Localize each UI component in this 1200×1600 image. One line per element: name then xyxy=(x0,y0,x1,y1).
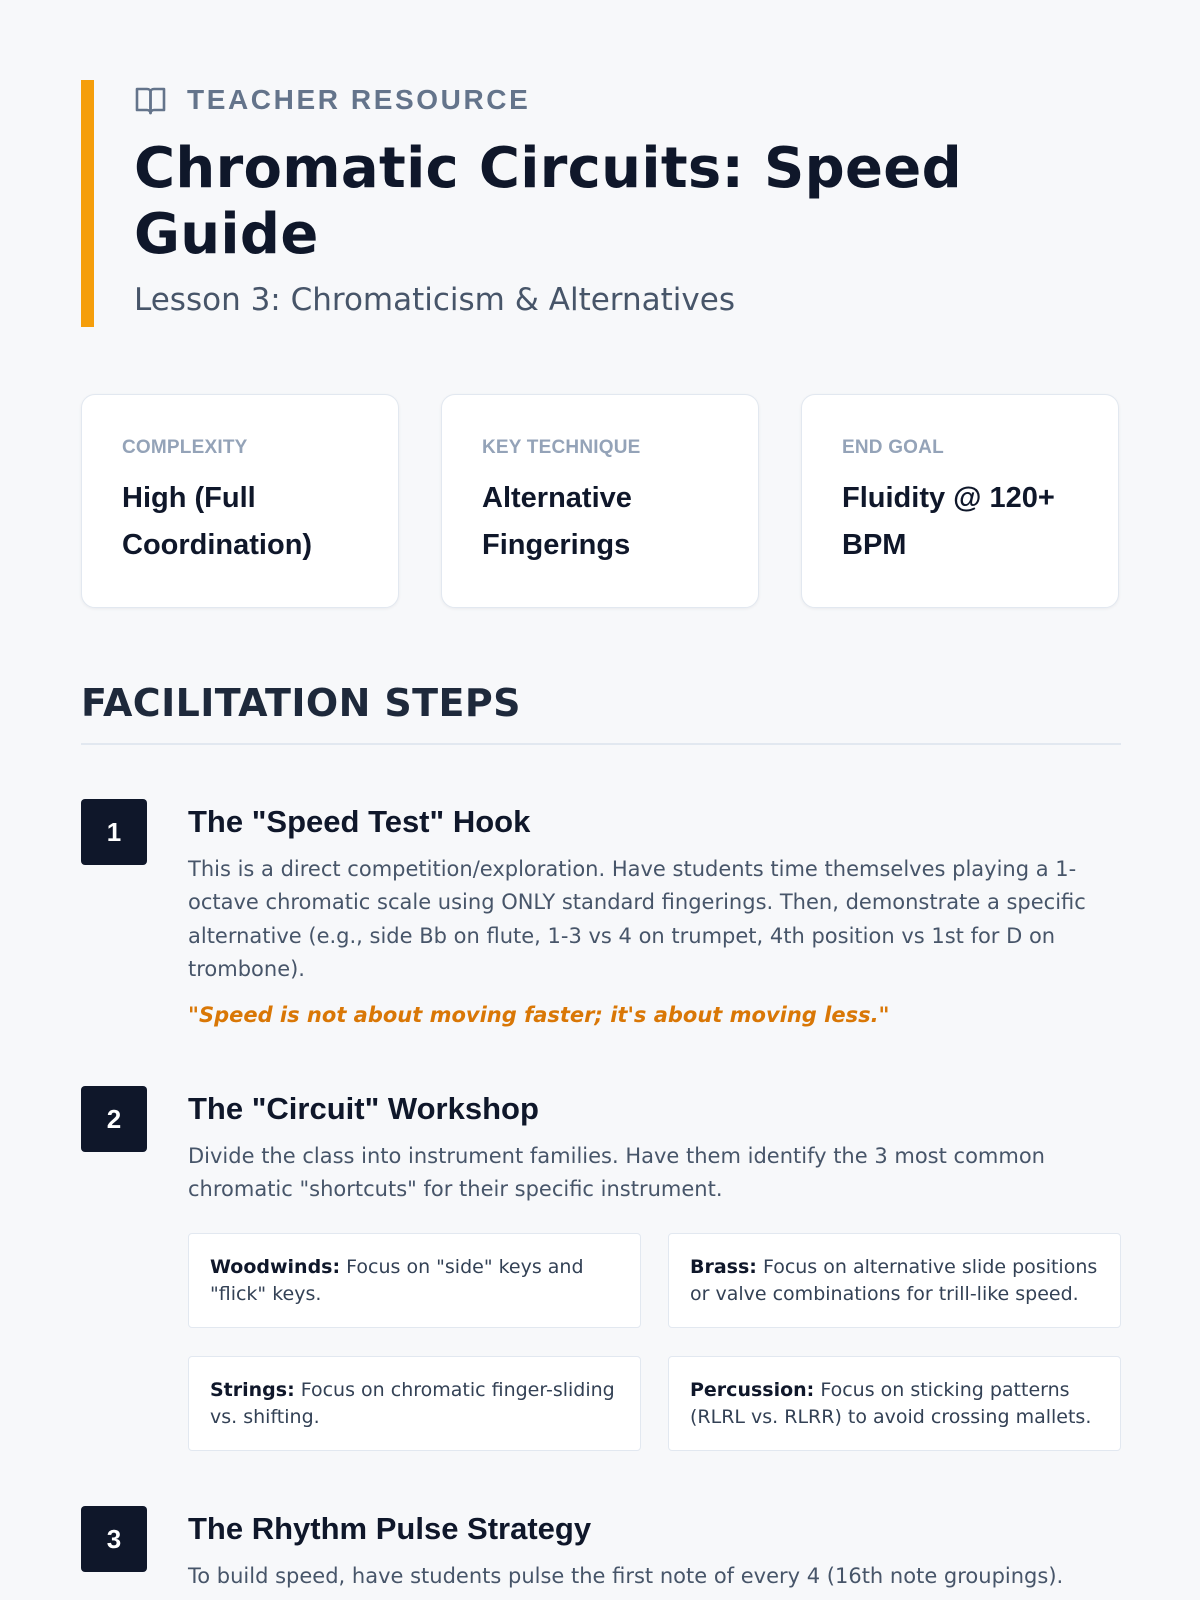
instrument-card-woodwinds xyxy=(188,1233,641,1328)
instrument-card-strings xyxy=(188,1356,641,1451)
step-quote: "Speed is not about moving faster; it's about moving less." xyxy=(188,1003,890,1027)
page-subtitle: Lesson 3: Chromaticism & Alternatives xyxy=(134,282,735,318)
step-description: To build speed, have students pulse the first note of every 4 (16th note groupings). xyxy=(188,1564,1064,1588)
step-title: The "Speed Test" Hook xyxy=(188,804,531,839)
lesson-header xyxy=(81,80,1121,327)
stat-card-complexity xyxy=(81,394,399,608)
step-title: The Rhythm Pulse Strategy xyxy=(188,1511,592,1546)
instrument-family-tip: Focus on "side" keys and "flick" keys. xyxy=(210,1256,584,1305)
eyebrow xyxy=(134,84,530,116)
instrument-family-name: Strings: xyxy=(210,1379,295,1401)
instrument-family-name: Woodwinds: xyxy=(210,1256,341,1278)
step-number-badge: 1 xyxy=(81,799,147,865)
stat-label: KEY TECHNIQUE xyxy=(482,437,641,458)
instrument-card-brass xyxy=(668,1233,1121,1328)
stat-card-end-goal xyxy=(801,394,1119,608)
stat-card-key-technique xyxy=(441,394,759,608)
step-number-badge: 3 xyxy=(81,1506,147,1572)
stat-value: High (Full Coordination) xyxy=(122,482,313,561)
book-open-icon xyxy=(134,85,167,115)
page-title: Chromatic Circuits: Speed Guide xyxy=(134,136,962,267)
instrument-family-tip: Focus on sticking patterns (RLRL vs. RLRR) to avoid crossing mallets. xyxy=(690,1379,1092,1428)
eyebrow-label: TEACHER RESOURCE xyxy=(187,84,531,115)
step-description: This is a direct competition/exploration. Have students time themselves playing a 1-octave chromatic scale using ONLY standard fingerings. Then, demonstrate a specific alternative (e.g., side Bb on flute, 1-3 vs 4 on trumpet, 4th position vs 1st for D on trombone). xyxy=(188,857,1086,982)
stat-cards xyxy=(81,394,1121,610)
instrument-family-tip: Focus on alternative slide positions or valve combinations for trill-like speed. xyxy=(690,1256,1098,1305)
section-divider xyxy=(81,743,1121,745)
instrument-family-name: Brass: xyxy=(690,1256,757,1278)
stat-label: END GOAL xyxy=(842,437,944,458)
accent-bar xyxy=(81,80,94,327)
step-number-badge: 2 xyxy=(81,1086,147,1152)
instrument-card-percussion xyxy=(668,1356,1121,1451)
step-title: The "Circuit" Workshop xyxy=(188,1091,539,1126)
stat-label: COMPLEXITY xyxy=(122,437,248,458)
instrument-family-name: Percussion: xyxy=(690,1379,815,1401)
stat-value: Alternative Fingerings xyxy=(482,482,632,561)
instrument-family-tip: Focus on chromatic finger-sliding vs. shifting. xyxy=(210,1379,615,1428)
stat-value: Fluidity @ 120+ BPM xyxy=(842,482,1055,561)
step-description: Divide the class into instrument families. Have them identify the 3 most common chromatic "shortcuts" for their specific instrument. xyxy=(188,1144,1045,1202)
section-title: FACILITATION STEPS xyxy=(81,681,521,725)
